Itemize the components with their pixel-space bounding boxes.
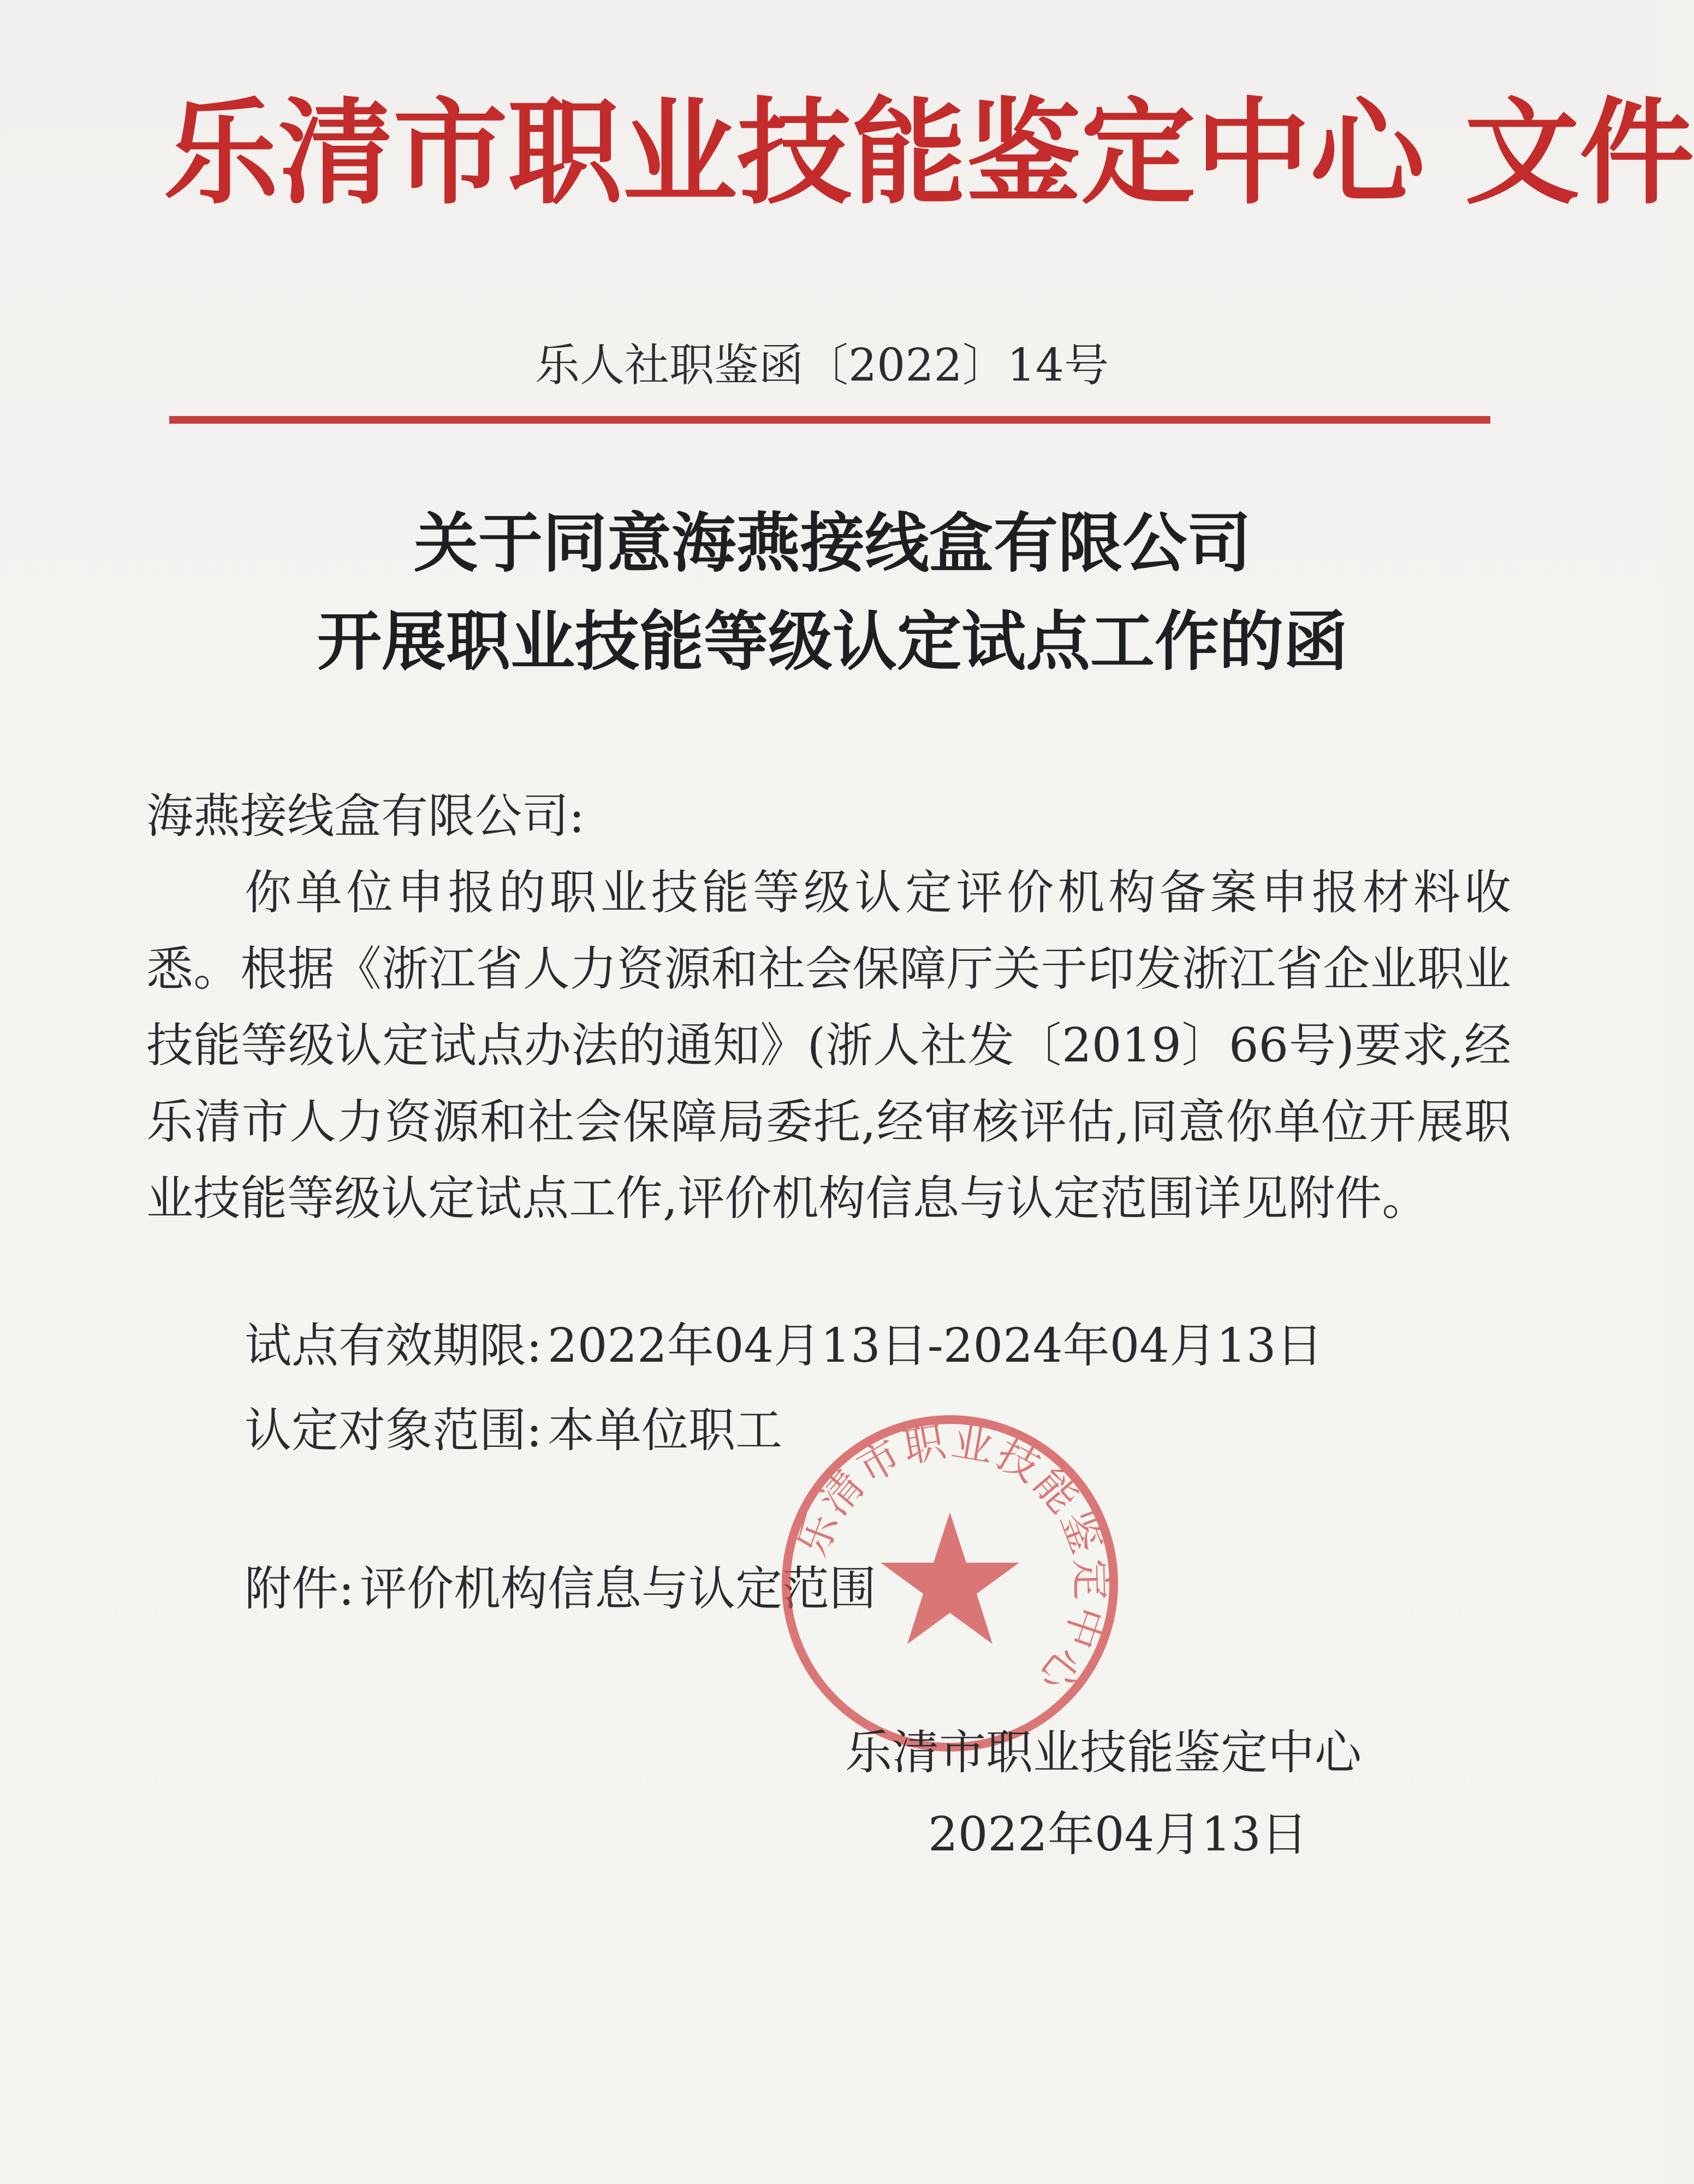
signature-date: 2022年04月13日 xyxy=(928,1807,1308,1862)
salutation: 海燕接线盒有限公司: xyxy=(146,789,585,844)
red-divider-rule xyxy=(169,416,1490,424)
star-icon xyxy=(881,1512,1019,1644)
attachment-label: 附件: xyxy=(245,1562,354,1616)
issuer-header-title: 乐清市职业技能鉴定中心 文件 xyxy=(164,85,1694,220)
official-seal xyxy=(775,1409,1125,1758)
subject-line-2: 开展职业技能等级认定试点工作的函 xyxy=(317,603,1348,679)
scope-value: 本单位职工 xyxy=(547,1403,782,1458)
pilot-period-label: 试点有效期限: xyxy=(245,1319,542,1373)
pilot-period-line xyxy=(245,1308,1323,1384)
subject-line-1: 关于同意海燕接线盒有限公司 xyxy=(413,505,1251,581)
document-number: 乐人社职鉴函〔2022〕14号 xyxy=(535,340,1109,391)
letter-subject xyxy=(164,494,1501,691)
attachment-value: 评价机构信息与认定范围 xyxy=(359,1562,876,1616)
signature-organization: 乐清市职业技能鉴定中心 xyxy=(845,1725,1362,1780)
pilot-period-value: 2022年04月13日-2024年04月13日 xyxy=(547,1319,1323,1373)
scope-label: 认定对象范围: xyxy=(245,1403,542,1458)
scope-line xyxy=(245,1392,782,1469)
seal-text-path: 乐清市职业技能鉴定中心 xyxy=(787,1416,1116,1704)
body-paragraph: 你单位申报的职业技能等级认定评价机构备案申报材料收悉。根据《浙江省人力资源和社会保障厅关于印发浙江省企业职业技能等级认定试点办法的通知》(浙人社发〔2019〕66号)要求,经乐清市人力资源和社会保障局委托,经审核评估,同意你单位开展职业技能等级认定试点工作,评价机构信息与认定范围详见附件。 xyxy=(146,865,1511,1226)
